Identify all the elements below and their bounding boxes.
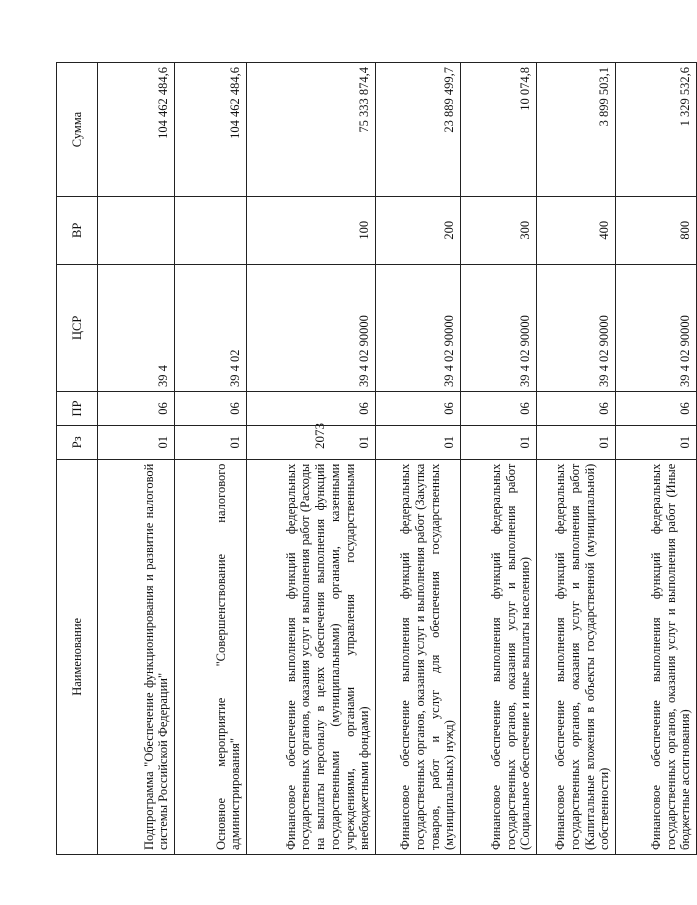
cell-pr: 06	[461, 392, 537, 426]
table-row	[461, 63, 537, 855]
table-row	[376, 63, 461, 855]
cell-sum: 1 329 532,6	[616, 63, 697, 197]
cell-rz: 01	[537, 425, 616, 459]
cell-pr: 06	[616, 392, 697, 426]
table-row	[616, 63, 697, 855]
table-row	[98, 63, 175, 855]
header-vr: ВР	[57, 196, 98, 264]
cell-sum: 75 333 874,4	[247, 63, 376, 197]
cell-csr: 39 4 02 90000	[616, 264, 697, 391]
cell-rz: 01	[376, 425, 461, 459]
cell-rz: 01	[98, 425, 175, 459]
cell-sum: 23 889 499,7	[376, 63, 461, 197]
cell-csr: 39 4 02 90000	[247, 264, 376, 391]
cell-rz: 01	[461, 425, 537, 459]
cell-rz: 01	[247, 425, 376, 459]
cell-vr	[98, 196, 175, 264]
cell-name: Финансовое обеспечение выполнения функций федеральных государственных органов, оказания услуг и выполнения работ (Социальное обеспечение и иные выплаты населению)	[461, 459, 537, 854]
cell-vr: 100	[247, 196, 376, 264]
cell-name: Финансовое обеспечение выполнения функций федеральных государственных органов, оказания услуг и выполнения работ (Иные бюджетные ассигнования)	[616, 459, 697, 854]
header-sum: Сумма	[57, 63, 98, 197]
rotated-table-container	[56, 62, 693, 855]
cell-name: Подпрограмма "Обеспечение функционирования и развитие налоговой системы Российской Федерации"	[98, 459, 175, 854]
header-rz: Рз	[57, 425, 98, 459]
cell-vr: 200	[376, 196, 461, 264]
cell-pr: 06	[376, 392, 461, 426]
cell-sum: 3 899 503,1	[537, 63, 616, 197]
cell-csr: 39 4	[98, 264, 175, 391]
table-row	[247, 63, 376, 855]
cell-csr: 39 4 02 90000	[537, 264, 616, 391]
cell-sum: 10 074,8	[461, 63, 537, 197]
cell-sum: 104 462 484,6	[98, 63, 175, 197]
cell-vr: 300	[461, 196, 537, 264]
table-row	[537, 63, 616, 855]
header-name: Наименование	[57, 459, 98, 854]
cell-rz: 01	[616, 425, 697, 459]
cell-csr: 39 4 02 90000	[461, 264, 537, 391]
table-row	[175, 63, 247, 855]
cell-name: Основное мероприятие "Совершенствование налогового администрирования"	[175, 459, 247, 854]
cell-csr: 39 4 02 90000	[376, 264, 461, 391]
cell-name: Финансовое обеспечение выполнения функций федеральных государственных органов, оказания услуг и выполнения работ (Закупка товаров, работ и услуг для обеспечения государственных (муниципальных) нужд)	[376, 459, 461, 854]
cell-pr: 06	[537, 392, 616, 426]
cell-pr: 06	[98, 392, 175, 426]
cell-sum: 104 462 484,6	[175, 63, 247, 197]
budget-table	[56, 62, 697, 855]
cell-vr	[175, 196, 247, 264]
cell-vr: 800	[616, 196, 697, 264]
cell-pr: 06	[175, 392, 247, 426]
cell-rz: 01	[175, 425, 247, 459]
cell-vr: 400	[537, 196, 616, 264]
cell-csr: 39 4 02	[175, 264, 247, 391]
cell-pr: 06	[247, 392, 376, 426]
table-header-row	[57, 63, 98, 855]
cell-name: Финансовое обеспечение выполнения функций федеральных государственных органов, оказания услуг и выполнения работ (Капитальные вложения в объекты государственной (муниципальной) собственности)	[537, 459, 616, 854]
header-csr: ЦСР	[57, 264, 98, 391]
page-number: 2073	[312, 423, 327, 449]
cell-name: Финансовое обеспечение выполнения функций федеральных государственных органов, оказания услуг и выполнения работ (Расходы на выплаты персоналу в целях обеспечения выполнения функций государственными (муниципальными) органами, казенными учреждениями, органами управления государственными внебюджетными фондами)	[247, 459, 376, 854]
header-pr: ПР	[57, 392, 98, 426]
